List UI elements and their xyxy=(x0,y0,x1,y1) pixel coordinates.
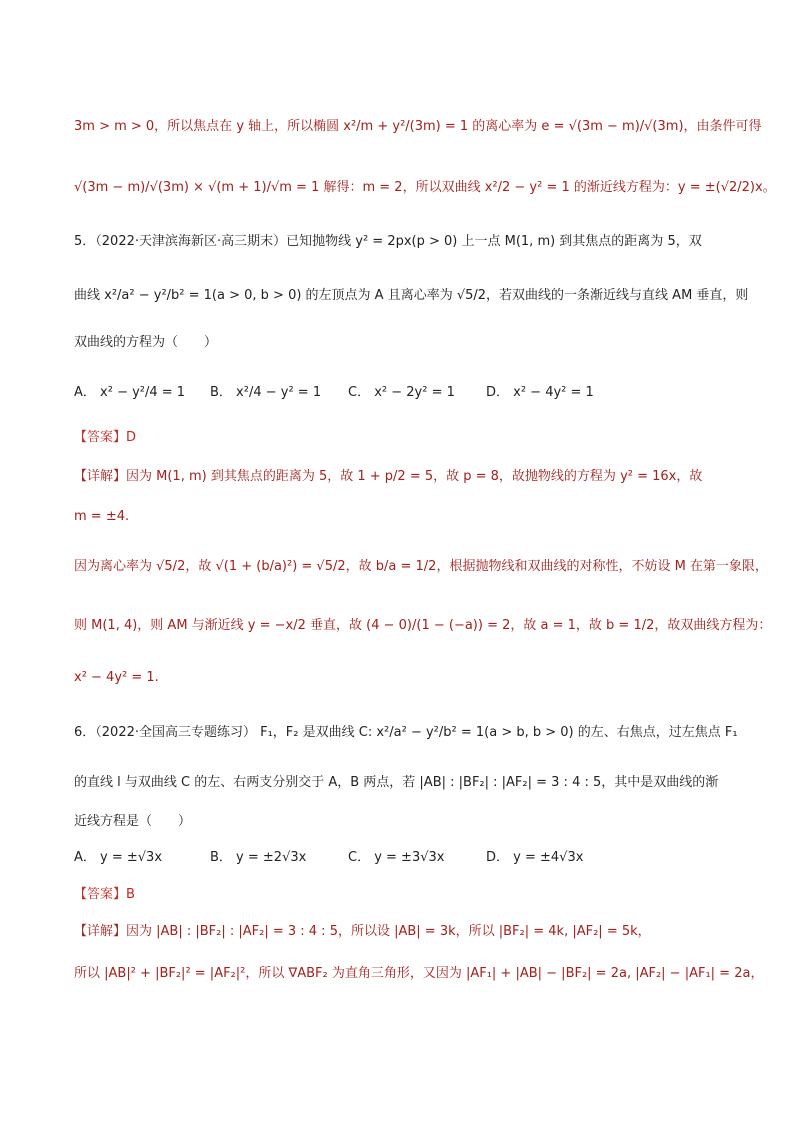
q5-option-c: C． x² − 2y² = 1 xyxy=(348,385,455,400)
question-6-line-3: 近线方程是（ ） xyxy=(74,814,192,829)
q6-detail-line-2: 所以 |AB|² + |BF₂|² = |AF₂|²，所以 ∇ABF₂ 为直角三角形，又因为 |AF₁| + |AB| − |BF₂| = 2a, |AF₂| − |AF₁| = 2a， xyxy=(74,966,764,981)
q6-option-a: A． y = ±√3x xyxy=(74,850,163,865)
q5-option-a: A． x² − y²/4 = 1 xyxy=(74,385,186,400)
q5-detail-line-5: x² − 4y² = 1. xyxy=(74,670,159,685)
q5-detail-line-1: 【详解】因为 M(1, m) 到其焦点的距离为 5，故 1 + p/2 = 5，故 p = 8，故抛物线的方程为 y² = 16x，故 xyxy=(74,469,703,484)
solution-line-1: 3m > m > 0，所以焦点在 y 轴上，所以椭圆 x²/m + y²/(3m) = 1 的离心率为 e = √(3m − m)/√(3m)，由条件可得 xyxy=(74,119,762,134)
q6-detail-line-1: 【详解】因为 |AB| : |BF₂| : |AF₂| = 3 : 4 : 5，所以设 |AB| = 3k，所以 |BF₂| = 4k, |AF₂| = 5k， xyxy=(74,924,651,939)
question-6-line-2: 的直线 l 与双曲线 C 的左、右两支分别交于 A，B 两点，若 |AB| : |BF₂| : |AF₂| = 3 : 4 : 5，其中是双曲线的渐 xyxy=(74,775,719,790)
q5-option-d: D． x² − 4y² = 1 xyxy=(486,385,594,400)
q6-option-b: B． y = ±2√3x xyxy=(210,850,307,865)
solution-line-2: √(3m − m)/√(3m) × √(m + 1)/√m = 1 解得：m = 2，所以双曲线 x²/2 − y² = 1 的渐近线方程为：y = ±(√2/2)x。 xyxy=(74,180,776,195)
question-5-line-2: 曲线 x²/a² − y²/b² = 1(a > 0, b > 0) 的左顶点为 A 且离心率为 √5/2，若双曲线的一条渐近线与直线 AM 垂直，则 xyxy=(74,288,749,303)
q6-answer: 【答案】B xyxy=(74,887,135,902)
question-5-line-1: 5．（2022·天津滨海新区·高三期末）已知抛物线 y² = 2px(p > 0) 上一点 M(1, m) 到其焦点的距离为 5，双 xyxy=(74,234,702,249)
q5-detail-line-3: 因为离心率为 √5/2，故 √(1 + (b/a)²) = √5/2，故 b/a = 1/2，根据抛物线和双曲线的对称性，不妨设 M 在第一象限， xyxy=(74,559,768,574)
q6-option-d: D． y = ±4√3x xyxy=(486,850,584,865)
q5-detail-line-2: m = ±4. xyxy=(74,509,130,524)
q6-option-c: C． y = ±3√3x xyxy=(348,850,445,865)
question-6-line-1: 6．（2022·全国高三专题练习） F₁，F₂ 是双曲线 C: x²/a² − y²/b² = 1(a > b, b > 0) 的左、右焦点，过左焦点 F₁ xyxy=(74,725,738,740)
question-5-line-3: 双曲线的方程为（ ） xyxy=(74,335,218,350)
q5-detail-line-4: 则 M(1, 4)，则 AM 与渐近线 y = −x/2 垂直，故 (4 − 0)/(1 − (−a)) = 2，故 a = 1，故 b = 1/2，故双曲线方程为： xyxy=(74,618,772,633)
q5-answer: 【答案】D xyxy=(74,430,137,445)
q5-option-b: B． x²/4 − y² = 1 xyxy=(210,385,322,400)
